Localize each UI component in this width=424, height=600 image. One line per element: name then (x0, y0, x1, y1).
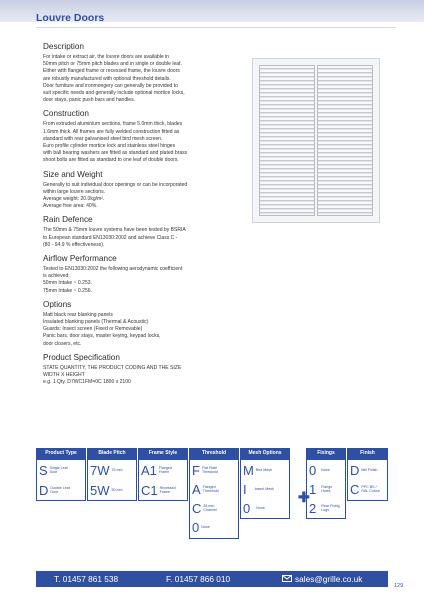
section-product-spec (43, 353, 248, 387)
code: 2 (309, 500, 317, 516)
code: C (350, 481, 360, 497)
section-text: Generally to suit individual door openings or can be incorporated within large louvre sections. Average weight: 20.0kg/m². Average free area: 40%. (43, 181, 188, 210)
code: 1 (309, 481, 317, 497)
mesh-option (243, 461, 272, 479)
product-type-option (39, 481, 70, 499)
contact-footer (36, 571, 388, 587)
section-text: For intake or extract air, the louvre doors are available in 50mm pitch or 75mm pitch blades and in single or double leaf. Either with flanged frame or recessed frame, the louvre doors are robustly manufactured with optional threshold details. Door furniture and ironmongery can generally be provided to suit specific needs and generally include optional mortice locks, door stays, panic push bars and handles. (43, 54, 185, 104)
section-options (43, 300, 248, 348)
label: None (201, 524, 210, 529)
email-link[interactable]: sales@grille.co.uk (295, 574, 363, 584)
code: F (192, 462, 200, 478)
label: Bird Mesh (255, 467, 273, 472)
frame-style-option (141, 461, 179, 479)
plus-icon: ✚ (298, 489, 310, 505)
blade-pitch-option (90, 481, 122, 499)
section-text: Tested to EN13030:2002 the following aerodynamic coefficient is achieved: 50mm Intake ~ 0.253. 75mm Intake ~ 0.256. (43, 266, 183, 294)
code: C1 (141, 482, 158, 498)
body-text (43, 42, 248, 392)
code: S (39, 462, 48, 478)
code: D (39, 482, 49, 498)
mesh-option (243, 480, 274, 498)
label: 28 mm Channel (203, 503, 217, 512)
blade-pitch-option (90, 461, 122, 479)
label: Insect Mesh (254, 486, 274, 491)
section-text: STATE QUANTITY, THE PRODUCT CODING AND THE SIZE WIDTH X HEIGHT e.g. 1 Qty. D7WC1FM=0C 1800 x 2100 (43, 364, 182, 386)
fax-number: F. 01457 866 010 (166, 574, 231, 584)
page-title: Louvre Doors (36, 12, 105, 24)
door-leaf-left (259, 65, 315, 216)
threshold-option (192, 480, 228, 498)
code: 7W (90, 462, 110, 478)
section-airflow (43, 254, 248, 295)
header-fixings: Fixings (306, 448, 346, 459)
threshold-option (192, 518, 210, 536)
section-text: The 50mm & 75mm louvre systems have been tested by BSRIA to European standard EN13030:2002 and achieve Class C - (80 - 94.9 % effectiveness). (43, 227, 186, 248)
title-divider (36, 27, 396, 28)
code: D (350, 462, 360, 478)
code: M (243, 462, 254, 478)
section-heading: Rain Defence (43, 215, 93, 225)
phone-number: T. 01457 861 538 (54, 574, 119, 584)
code: A (192, 481, 201, 497)
label: Rear Fixing Lugs (321, 503, 340, 512)
threshold-option (192, 461, 227, 479)
fixings-option (309, 461, 330, 479)
header-frame-style: Frame Style (138, 448, 188, 459)
label: 50 mm (111, 487, 123, 492)
section-heading: Construction (43, 109, 89, 119)
code: 0 (243, 500, 251, 516)
label: Mill Finish (361, 467, 378, 472)
label: 75 mm (111, 467, 123, 472)
code: 0 (192, 519, 200, 535)
code: A1 (141, 462, 157, 478)
section-size-weight (43, 170, 248, 211)
section-heading: Airflow Performance (43, 254, 117, 264)
section-description (43, 42, 248, 104)
finish-option (350, 461, 377, 479)
code: C (192, 500, 202, 516)
label: Double Leaf Door (50, 485, 70, 494)
page-number: 129 (394, 583, 404, 589)
section-text: From extruded aluminium sections, frame 5.0mm thick, blades 1.6mm thick. All frames are fully welded construction fitted as standard with rear galvanised steel bird mesh screen. Euro profile cylinder mortice lock and stainless steel hinges with ball bearing washers are fitted as standard and plated brass shoot bolts are fitted as standard to one leaf of double doors. (43, 121, 188, 164)
section-heading: Size and Weight (43, 169, 103, 179)
label: Flanged Frame (158, 465, 172, 474)
product-coding-table (36, 448, 388, 538)
code: I (243, 481, 247, 497)
door-leaf-right (317, 65, 373, 216)
code: 5W (90, 482, 110, 498)
threshold-option (192, 499, 228, 517)
section-heading: Description (43, 42, 84, 51)
header-mesh-options: Mesh Options (240, 448, 290, 459)
section-construction (43, 109, 248, 164)
section-text: Matt black rear blanking panels Insulated blanking panels (Thermal & Acoustic) Guards: Insect screen (Fixed or Removable) Panic bars, door stays, master keying, keypad locks, door closers, etc. (43, 311, 161, 347)
label: Recessed Frame (159, 485, 176, 494)
fixings-option (309, 499, 341, 517)
header-finish: Finish (347, 448, 388, 459)
label: Flange Holes (321, 484, 333, 493)
product-type-option (39, 461, 70, 479)
header-product-type: Product Type (36, 448, 86, 459)
label: Flat Plate Threshold (201, 465, 218, 474)
finish-option (350, 480, 383, 498)
mesh-option (243, 499, 265, 517)
code: 0 (309, 462, 317, 478)
label: PPC BS / RAL Colour (361, 484, 380, 493)
section-heading: Options (43, 299, 72, 309)
section-heading: Product Specification (43, 352, 120, 362)
label: None (321, 467, 330, 472)
fixings-option (309, 480, 339, 498)
louvre-door-photo (252, 58, 380, 223)
label: None (256, 505, 265, 510)
label: Flanged Threshold (202, 484, 219, 493)
frame-style-option (141, 481, 180, 499)
label: Single Leaf Door (49, 465, 68, 474)
header-threshold: Threshold (189, 448, 239, 459)
section-rain-defence (43, 215, 248, 249)
header-blade-pitch: Blade Pitch (87, 448, 137, 459)
envelope-icon (282, 574, 292, 584)
